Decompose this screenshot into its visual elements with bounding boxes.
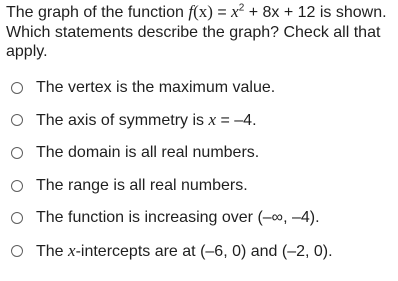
option-axis-of-symmetry[interactable]	[11, 107, 257, 133]
checkbox-circle-icon[interactable]	[11, 114, 23, 126]
option-x-intercepts[interactable]	[11, 238, 333, 264]
option-range[interactable]	[11, 173, 248, 199]
checkbox-circle-icon[interactable]	[11, 212, 23, 224]
option-math-variable: x	[208, 110, 217, 129]
question-text-start: The graph of the function	[6, 4, 189, 21]
option-label: The vertex is the maximum value.	[36, 79, 276, 96]
option-label-start: The	[36, 243, 69, 260]
checkbox-circle-icon[interactable]	[11, 245, 23, 257]
equation-rest: + 8x + 12	[244, 4, 316, 21]
option-vertex-maximum[interactable]	[11, 75, 275, 101]
checkbox-circle-icon[interactable]	[11, 180, 23, 192]
option-label: The domain is all real numbers.	[36, 144, 260, 161]
option-label	[36, 241, 333, 261]
option-domain[interactable]	[11, 140, 259, 166]
option-increasing-interval[interactable]	[11, 205, 320, 231]
exponent: 2	[238, 2, 245, 14]
question-text-end: is shown.	[315, 4, 387, 21]
option-label-end: -intercepts are at (–6, 0) and (–2, 0).	[75, 243, 333, 260]
checkbox-circle-icon[interactable]	[11, 147, 23, 159]
option-label: The range is all real numbers.	[36, 177, 248, 194]
question-instruction: Which statements describe the graph? Check all that apply.	[6, 23, 381, 60]
checkbox-circle-icon[interactable]	[11, 82, 23, 94]
option-label	[36, 110, 257, 130]
equals-sign: =	[212, 4, 232, 21]
function-argument: (x)	[193, 2, 213, 21]
option-label-start: The axis of symmetry is	[36, 112, 209, 129]
variable-x: x	[231, 2, 239, 21]
question-prompt	[6, 2, 398, 62]
option-math-variable: x	[68, 241, 76, 260]
option-label-end: = –4.	[216, 112, 257, 129]
option-label: The function is increasing over (–∞, –4).	[36, 209, 320, 226]
function-name: f	[188, 2, 194, 21]
